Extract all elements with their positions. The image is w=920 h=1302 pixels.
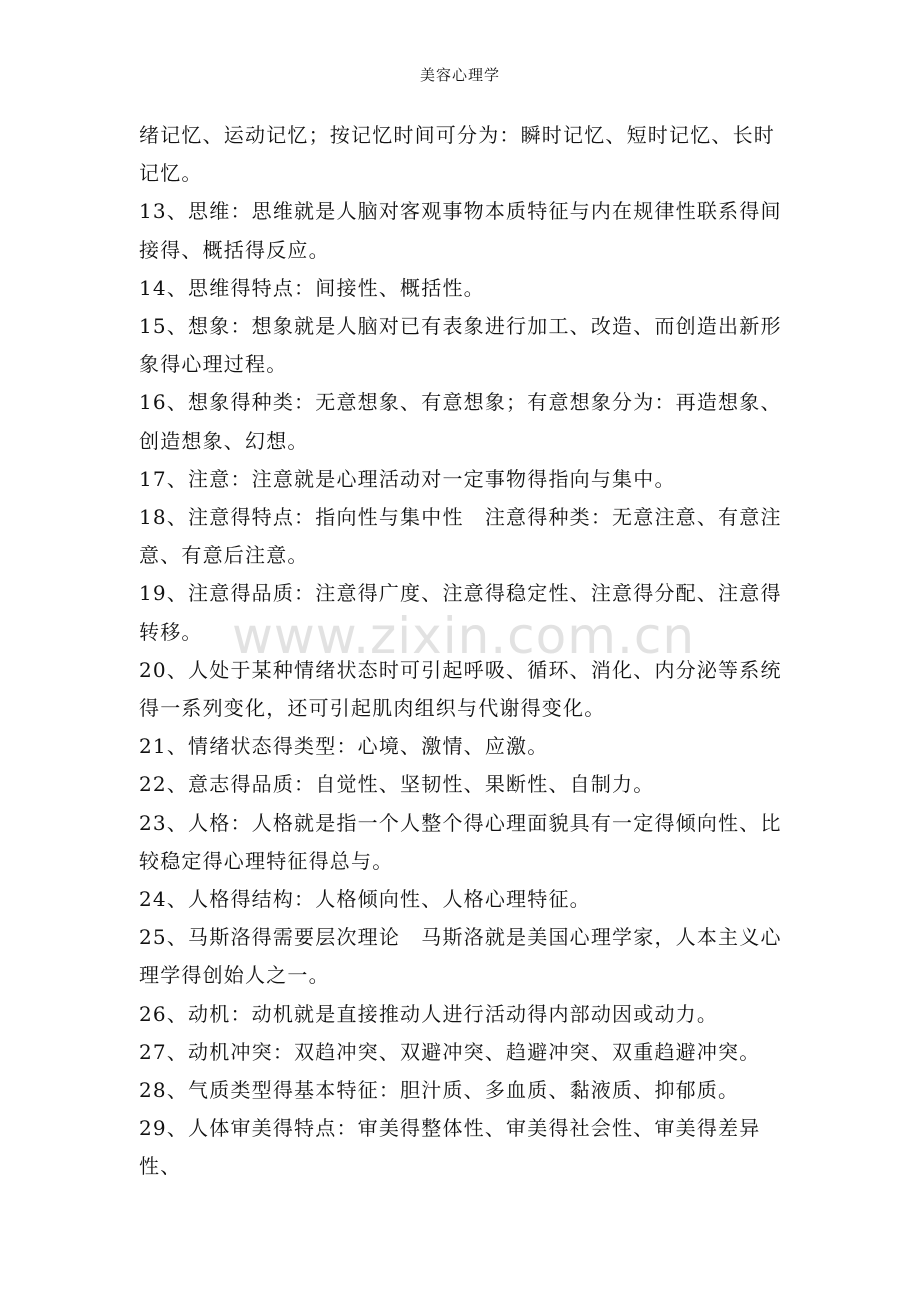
paragraph: 23、人格：人格就是指一个人整个得心理面貌具有一定得倾向性、比较稳定得心理特征得总与。 xyxy=(139,810,782,873)
paragraph: 26、动机：动机就是直接推动人进行活动得内部动因或动力。 xyxy=(139,1001,719,1026)
paragraph: 20、人处于某种情绪状态时可引起呼吸、循环、消化、内分泌等系统得一系列变化，还可引起肌肉组织与代谢得变化。 xyxy=(139,657,782,721)
paragraph: 15、想象：想象就是人脑对已有表象进行加工、改造、而创造出新形象得心理过程。 xyxy=(139,314,782,377)
document-body xyxy=(139,116,789,1186)
paragraph: 绪记忆、运动记忆；按记忆时间可分为：瞬时记忆、短时记忆、长时记忆。 xyxy=(139,123,775,186)
paragraph: 14、思维得特点：间接性、概括性。 xyxy=(139,275,485,300)
paragraph: 13、思维：思维就是人脑对客观事物本质特征与内在规律性联系得间接得、概括得反应。 xyxy=(139,199,782,262)
paragraph: 17、注意：注意就是心理活动对一定事物得指向与集中。 xyxy=(139,466,676,491)
paragraph: 16、想象得种类：无意想象、有意想象；有意想象分为：再造想象、创造想象、幻想。 xyxy=(139,390,782,453)
paragraph: 22、意志得品质：自觉性、坚韧性、果断性、自制力。 xyxy=(139,772,655,797)
paragraph: 24、人格得结构：人格倾向性、人格心理特征。 xyxy=(139,887,591,912)
paragraph: 25、马斯洛得需要层次理论 马斯洛就是美国心理学家，人本主义心理学得创始人之一。 xyxy=(139,925,782,988)
paragraph: 19、注意得品质：注意得广度、注意得稳定性、注意得分配、注意得转移。 xyxy=(139,581,782,644)
paragraph: 29、人体审美得特点：审美得整体性、审美得社会性、审美得差异性、 xyxy=(139,1116,761,1179)
paragraph: 27、动机冲突：双趋冲突、双避冲突、趋避冲突、双重趋避冲突。 xyxy=(139,1039,761,1064)
paragraph: 18、注意得特点：指向性与集中性 注意得种类：无意注意、有意注意、有意后注意。 xyxy=(139,505,782,568)
paragraph: 28、气质类型得基本特征：胆汁质、多血质、黏液质、抑郁质。 xyxy=(139,1078,740,1103)
page-header: 美容心理学 xyxy=(419,66,500,84)
watermark: www.zixin.com.cn xyxy=(232,607,696,665)
paragraph: 21、情绪状态得类型：心境、激情、应激。 xyxy=(139,734,549,759)
